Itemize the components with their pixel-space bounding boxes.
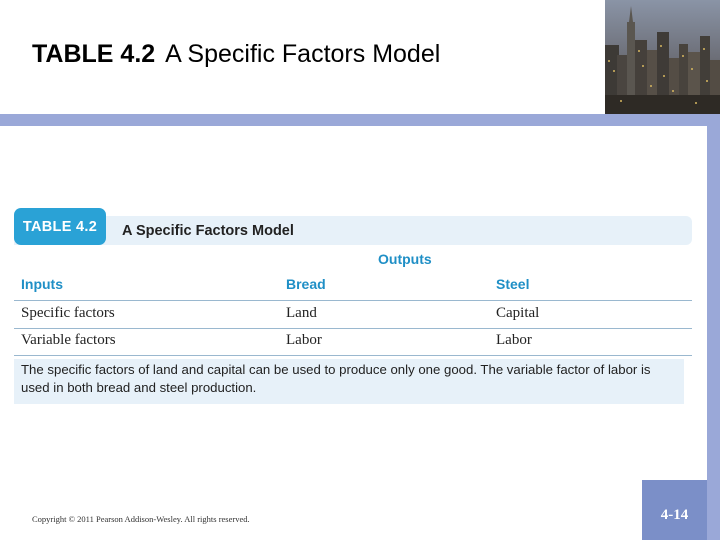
slide-title-text: A Specific Factors Model [165, 40, 441, 68]
table-note: The specific factors of land and capital can be used to produce only one good. The variable factor of labor is used in both bread and steel production. [21, 362, 651, 395]
outputs-header: Outputs [378, 251, 432, 267]
row-1-input: Specific factors [21, 305, 115, 321]
header-divider [14, 300, 692, 301]
row-1-bread: Land [286, 305, 317, 321]
table-title: A Specific Factors Model [122, 223, 294, 239]
row-divider [14, 328, 692, 329]
row-2-steel: Labor [496, 332, 532, 348]
table-figure [14, 206, 692, 404]
column-header-steel: Steel [496, 276, 530, 292]
column-header-inputs: Inputs [21, 276, 63, 292]
copyright-notice: Copyright © 2011 Pearson Addison-Wesley. All rights reserved. [32, 514, 250, 524]
row-2-bread: Labor [286, 332, 322, 348]
slide-title-number: TABLE 4.2 [32, 40, 156, 68]
row-2-input: Variable factors [21, 332, 116, 348]
row-1-steel: Capital [496, 305, 540, 321]
page-number: 4-14 [660, 507, 689, 523]
table-bottom-divider [14, 355, 692, 356]
right-accent-band [707, 114, 720, 540]
city-skyline-image [605, 0, 720, 115]
table-label: TABLE 4.2 [14, 208, 106, 245]
slide-title [32, 40, 440, 69]
table-caption-bar [14, 216, 692, 245]
column-header-bread: Bread [286, 276, 326, 292]
top-accent-band [0, 114, 720, 126]
